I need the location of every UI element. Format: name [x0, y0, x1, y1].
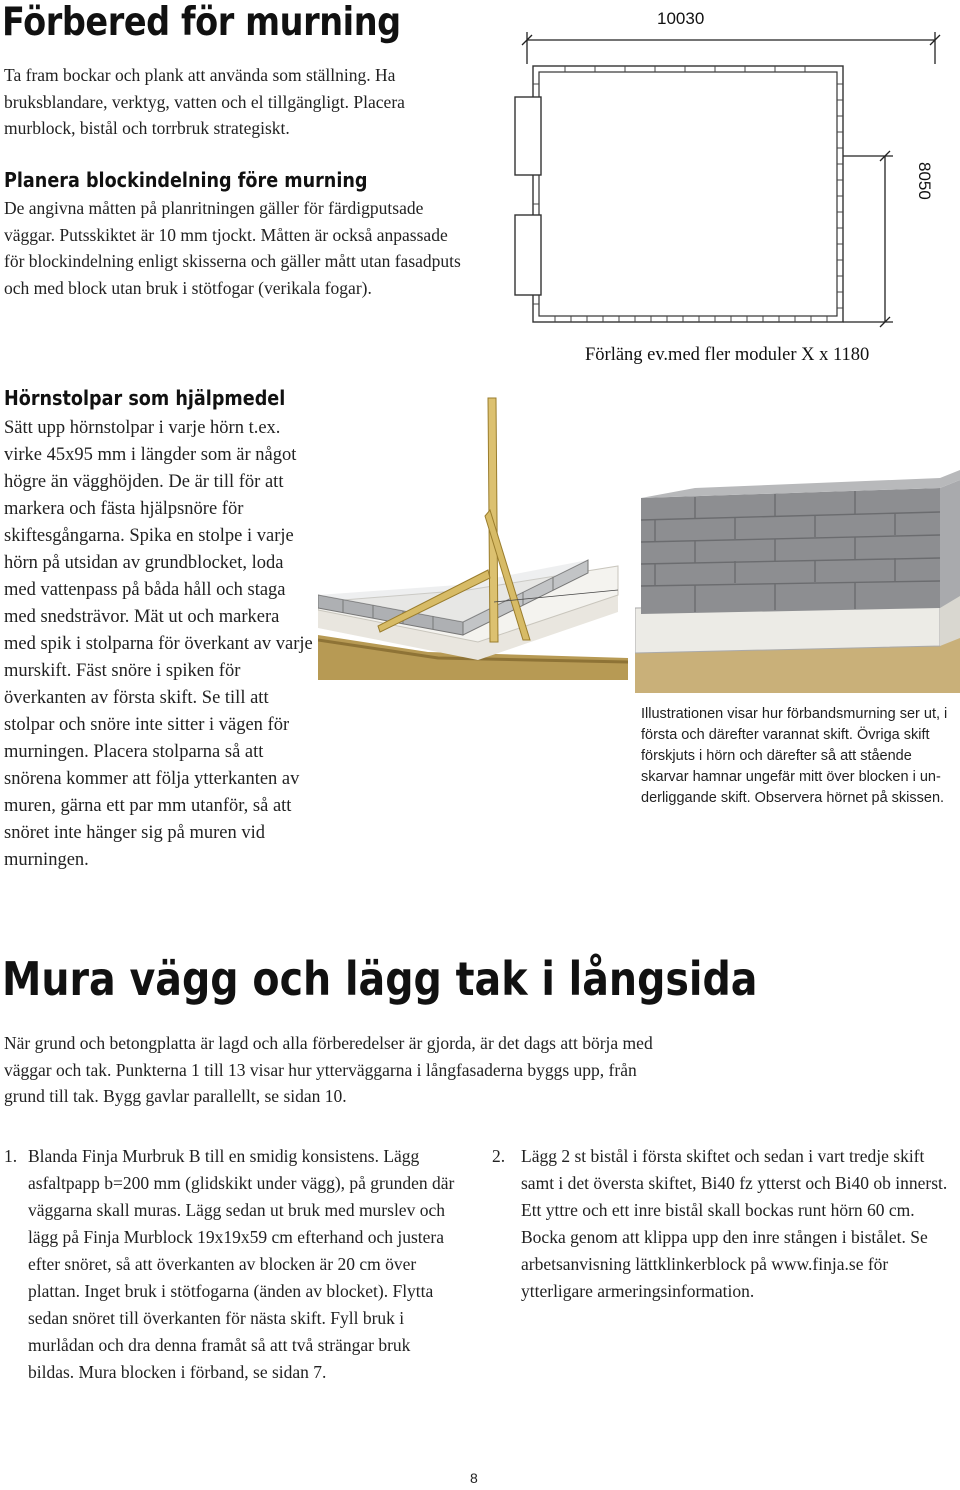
page-title: Förbered för murning: [2, 0, 401, 45]
width-dimension-label: 10030: [657, 9, 705, 28]
planning-heading: Planera blockindelning före murning: [4, 168, 368, 192]
intro-paragraph: Ta fram bockar och plank att använda som ställning. Ha bruksblandare, verktyg, vatten och el tillgängligt. Placera murblock, bistål och torrbruk strategiskt.: [4, 65, 405, 138]
step-1-text: Blanda Finja Murbruk B till en smidig konsistens. Lägg asfaltpapp b=200 mm (glidskikt under vägg), på grunden där väggarna skall muras. Lägg sedan ut bruk med murslev och lägg på Finja Murblock 19x19x59 cm efterhand och justera efter snöret, så att överkanten av blocken är 20 cm över plattan. Inget bruk i stötfogarna (änden av blocket). Flytta sedan snöret till överkanten för nästa skift. Fyll bruk i murlådan och dra denna framåt så att två strängar bruk bildas. Mura blocken i förband, se sidan 7.: [28, 1146, 455, 1382]
section2-heading: Mura vägg och lägg tak i långsida: [2, 952, 758, 1006]
step-2-number: 2.: [492, 1146, 506, 1166]
planning-section: [4, 168, 466, 301]
floor-plan-drawing: [505, 4, 955, 372]
corner-posts-section: [4, 386, 314, 874]
plan-caption: Förläng ev.med fler moduler X x 1180: [585, 345, 870, 365]
block-wall-illustration: [635, 468, 960, 693]
corner-post-svg: [318, 390, 628, 680]
step-2: [492, 1143, 957, 1305]
page-number: 8: [470, 1470, 478, 1486]
step-2-text: Lägg 2 st bistål i första skiftet och sedan i vart tredje skift samt i det översta skiftet, Bi40 fz ytterst och Bi40 ob innerst. Ett yttre och ett inre bistål skall bockas runt hörn 60 cm. Bocka genom att klippa upp den inre stången i bistålet. Se arbetsanvisning lättklinkerblock på www.finja.se för ytterligare armeringsinformation.: [521, 1146, 948, 1301]
corner-posts-text: Sätt upp hörnstolpar i varje hörn t.ex. virke 45x95 mm i längder som är något högre än vägghöjden. De är till för att markera och fästa hjälpsnöre för skiftesgångarna. Spika en stolpe i varje hörn på utsidan av grundblocket, loda med vattenpass på båda håll och staga med snedsträvor. Mät ut och markera med spik i stolparna för överkant av varje murskift. Fäst snöre i spiken för överkanten av första skift. Se till att stolpar och snöre inte sitter i vägen för murningen. Placera stolparna så att snörena kommer att följa ytterkanten av muren, gärna ett par mm utanför, så att snöret inte hänger sig på muren vid murningen.: [4, 418, 313, 870]
block-wall-svg: [635, 468, 960, 693]
step-1-number: 1.: [4, 1146, 18, 1166]
corner-post-illustration: [318, 390, 628, 680]
corner-posts-heading: Hörnstolpar som hjälpmedel: [4, 386, 286, 410]
depth-dimension-label: 8050: [915, 162, 934, 200]
section2-intro: När grund och betongplatta är lagd och alla förberedelser är gjorda, är det dags att börja med väggar och tak. Punkterna 1 till 13 visar hur ytterväggarna i långfasaderna byggs upp, från grund till tak. Bygg gavlar parallellt, se sidan 10.: [4, 1033, 653, 1106]
planning-text: De angivna måtten på planritningen gäller för färdigputsade väggar. Putsskiktet är 10 mm tjockt. Måtten är också anpassade för blockindelning enligt skisserna och gäller mått utan fasadputs och med block utan bruk i stötfogar (verikala fogar).: [4, 198, 461, 298]
step-1: [4, 1143, 456, 1386]
illustration-caption: Illustrationen visar hur förbandsmurning ser ut, i första och därefter varannat skift. Övriga skift förskjuts i hörn och därefter så att stående skarvar hamnar ungefär mitt över blocken i underliggande skift. Observera hörnet på skissen.: [641, 706, 948, 806]
floor-plan-svg: [505, 4, 955, 372]
